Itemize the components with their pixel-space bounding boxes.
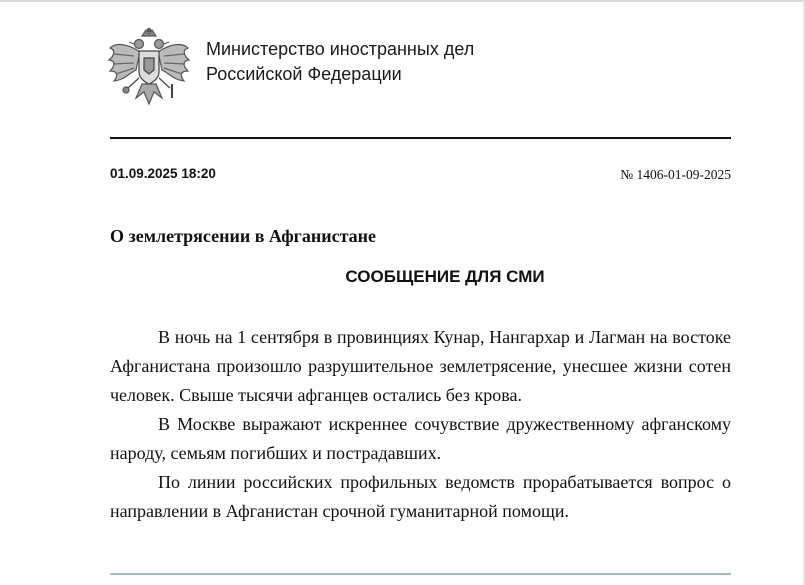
document-number: № 1406-01-09-2025 (620, 167, 731, 182)
body-paragraph: По линии российских профильных ведомств прорабатывается вопрос о направлении в Афганистан срочной гуманитарной помощи. (110, 472, 731, 521)
publication-date: 01.09.2025 18:20 (110, 166, 216, 181)
ministry-name-line1: Министерство иностранных дел (206, 39, 475, 59)
ministry-name (206, 37, 474, 87)
body-paragraph: В Москве выражают искреннее сочувствие дружественному афганскому народу, семьям погибших и пострадавших. (110, 414, 731, 463)
window-top-border (0, 0, 805, 2)
document-heading: СООБЩЕНИЕ ДЛЯ СМИ (345, 267, 545, 286)
body-paragraph: В ночь на 1 сентября в провинциях Кунар, Нангархар и Лагман на востоке Афганистана произошло разрушительное землетрясение, унесшее жизни сотен человек. Свыше тысячи афганцев остались без крова. (110, 327, 731, 405)
document-body (110, 323, 731, 526)
footer-divider (110, 573, 731, 575)
double-headed-eagle-emblem-icon (106, 26, 192, 110)
ministry-name-line2: Российской Федерации (206, 64, 402, 84)
document-title: О землетрясении в Афганистане (110, 226, 377, 246)
header-divider (110, 137, 731, 139)
